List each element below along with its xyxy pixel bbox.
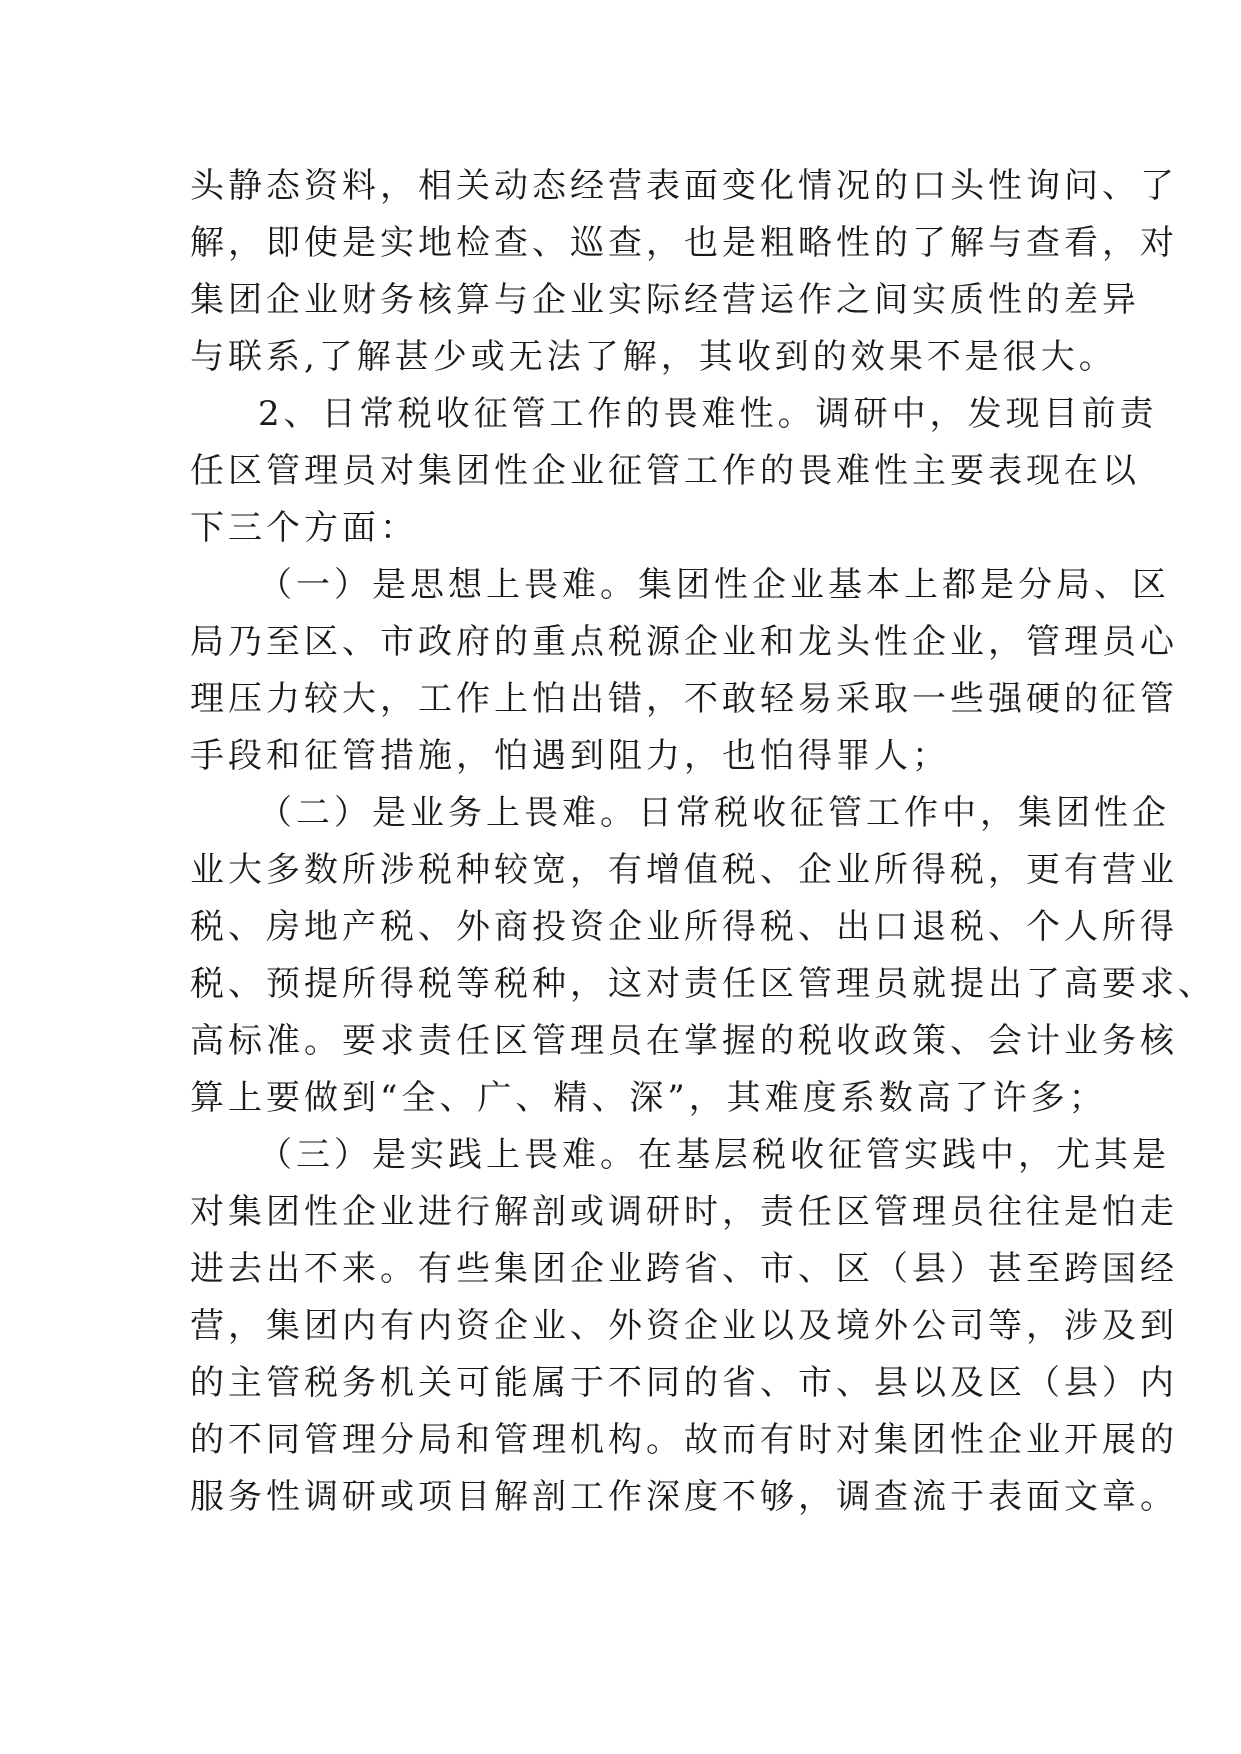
text-line: 下三个方面： [190,508,418,548]
text-line: 头静态资料，相关动态经营表面变化情况的口头性询问、了 [190,166,1178,206]
text-line: 局乃至区、市政府的重点税源企业和龙头性企业，管理员心 [190,622,1178,662]
paragraph-subpoint-1 [190,557,1178,785]
text-line: 税、房地产税、外商投资企业所得税、出口退税、个人所得 [190,907,1178,947]
text-line: （二）是业务上畏难。日常税收征管工作中，集团性企 [258,793,1170,833]
text-line: 集团企业财务核算与企业实际经营运作之间实质性的差异 [190,280,1140,320]
text-line: 2、日常税收征管工作的畏难性。调研中，发现目前责 [258,394,1158,434]
text-line: 任区管理员对集团性企业征管工作的畏难性主要表现在以 [190,451,1140,491]
text-line: 与联系,了解甚少或无法了解，其收到的效果不是很大。 [190,337,1117,377]
paragraph-subpoint-3 [190,1127,1178,1526]
text-line: （一）是思想上畏难。集团性企业基本上都是分局、区 [258,565,1170,605]
text-line: 算上要做到“全、广、精、深”，其难度系数高了许多； [190,1078,1107,1118]
text-line: （三）是实践上畏难。在基层税收征管实践中，尤其是 [258,1135,1170,1175]
body-text [190,158,1216,1526]
text-line: 解，即使是实地检查、巡查，也是粗略性的了解与查看，对 [190,223,1178,263]
text-line: 对集团性企业进行解剖或调研时，责任区管理员往往是怕走 [190,1192,1178,1232]
text-line: 业大多数所涉税种较宽，有增值税、企业所得税，更有营业 [190,850,1178,890]
text-line: 进去出不来。有些集团企业跨省、市、区（县）甚至跨国经 [190,1249,1178,1289]
text-line: 的不同管理分局和管理机构。故而有时对集团性企业开展的 [190,1420,1178,1460]
text-line: 营，集团内有内资企业、外资企业以及境外公司等，涉及到 [190,1306,1178,1346]
text-line: 服务性调研或项目解剖工作深度不够，调查流于表面文章。 [190,1477,1178,1517]
paragraph-continuation [190,158,1178,386]
paragraph-point-2 [190,386,1158,557]
text-line: 高标准。要求责任区管理员在掌握的税收政策、会计业务核 [190,1021,1178,1061]
text-line: 税、预提所得税等税种，这对责任区管理员就提出了高要求、 [190,964,1216,1004]
paragraph-subpoint-2 [190,785,1216,1127]
text-line: 理压力较大，工作上怕出错，不敢轻易采取一些强硬的征管 [190,679,1178,719]
text-line: 手段和征管措施，怕遇到阻力，也怕得罪人； [190,736,950,776]
text-line: 的主管税务机关可能属于不同的省、市、县以及区（县）内 [190,1363,1178,1403]
